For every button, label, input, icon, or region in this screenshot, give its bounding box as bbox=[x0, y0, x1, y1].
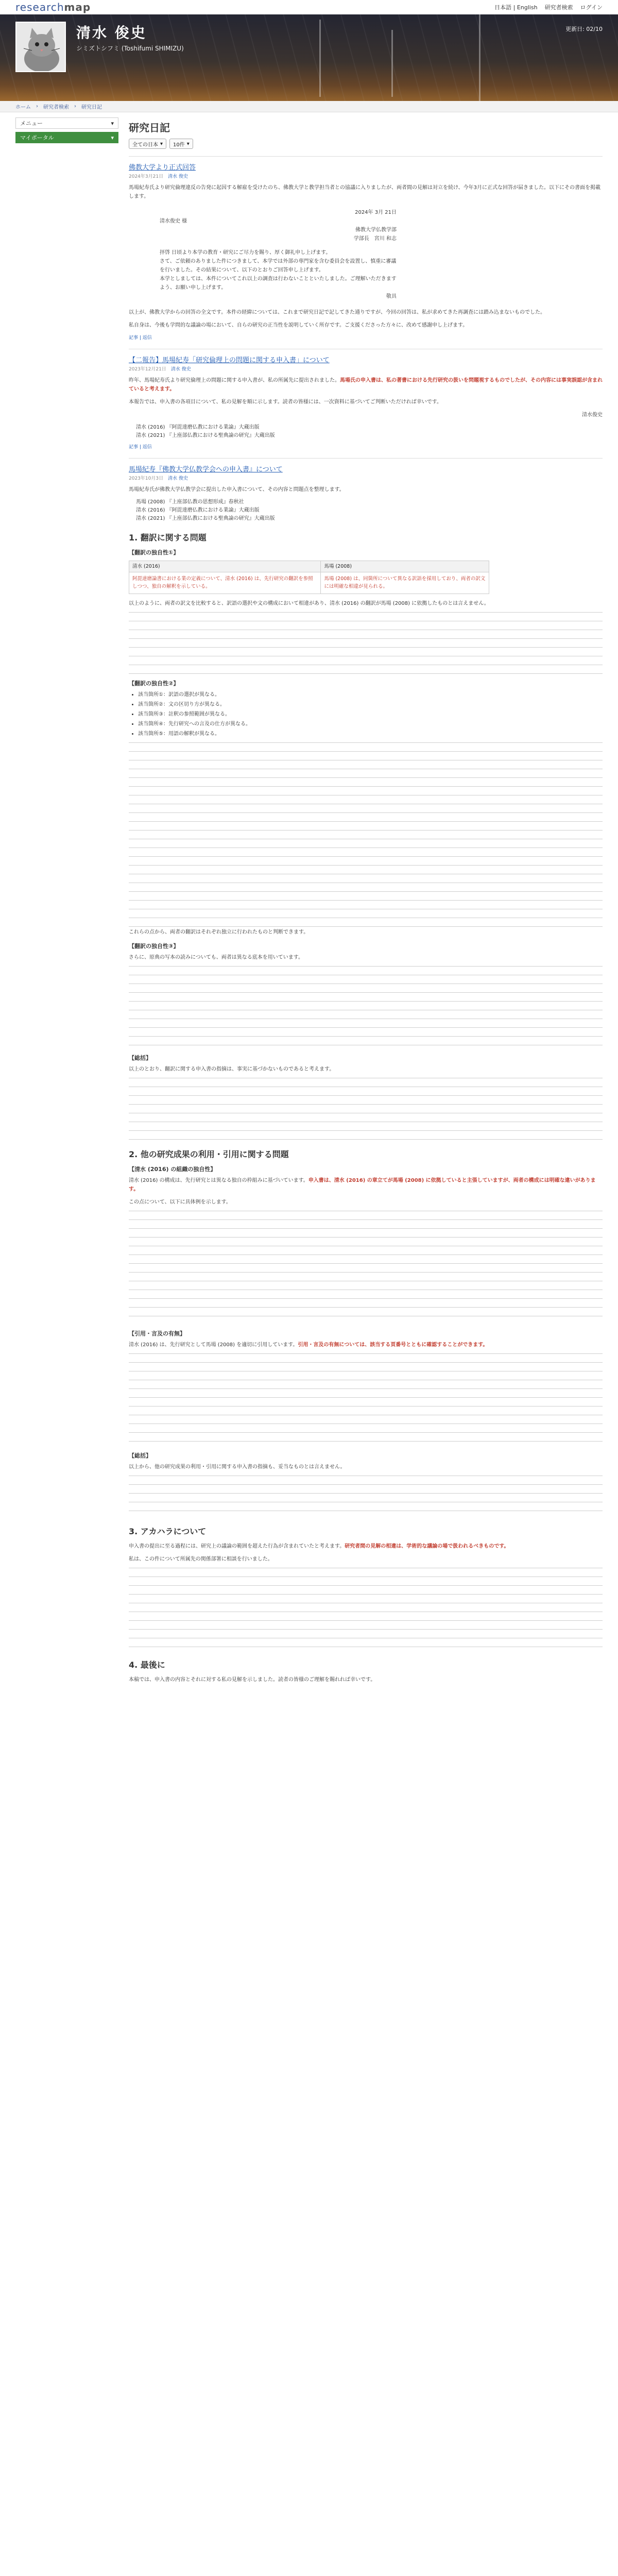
subsection-heading: 【清水 (2016) の組織の独自性】 bbox=[129, 1165, 216, 1173]
text-block bbox=[129, 742, 603, 928]
entry-paragraph: 申入書の提出に至る過程には、研究上の議論の範囲を超えた行為が含まれていたと考えます。研究者間の見解の相違は、学術的な議論の場で扱われるべきものです。 bbox=[129, 1543, 509, 1549]
top-links bbox=[494, 3, 603, 11]
language-switch-link[interactable]: 日本語 | English bbox=[494, 4, 538, 11]
entry-paragraph: 昨年、馬場紀寿氏より研究倫理上の問題に関する申入書が、私の所属先に提出されました。馬場氏の申入書は、私の著書における先行研究の扱いを問題視するものでしたが、その内容には事実誤認が含まれていると考えます。 bbox=[129, 378, 603, 392]
entry-paragraph: 以上のように、両者の訳文を比較すると、訳語の選択や文の構成において相違があり、清水 (2016) の翻訳が馬場 (2008) に依拠したものとは言えません。 bbox=[129, 600, 489, 606]
background-crane bbox=[479, 14, 480, 101]
entry-author[interactable]: 清水 俊史 bbox=[168, 174, 188, 179]
reference: 清水 (2021) 『上座部仏教における聖典論の研究』大蔵出版 bbox=[136, 516, 275, 521]
comparison-table bbox=[129, 561, 489, 594]
name-japanese: 清水 俊史 bbox=[76, 24, 147, 41]
sidebar-my-portal[interactable]: マイポータル ▾ bbox=[15, 132, 118, 143]
text-block bbox=[129, 966, 603, 1048]
top-bar bbox=[0, 0, 618, 14]
entry-paragraph: さらに、原典の写本の読みについても、両者は異なる底本を用いています。 bbox=[129, 954, 303, 960]
count-filter-select[interactable]: 10件 ▾ bbox=[169, 139, 193, 149]
entry-paragraph: 馬場紀寿氏が佛教大学仏教学会に提出した申入書について、その内容と問題点を整理します。 bbox=[129, 487, 345, 493]
breadcrumb-search[interactable]: 研究者検索 bbox=[43, 105, 69, 110]
reference: 馬場 (2008) 『上座部仏教の思想形成』春秋社 bbox=[136, 499, 244, 505]
entry-title[interactable]: 【二報告】馬場紀寿「研究倫理上の問題に関する申入書」について bbox=[129, 357, 330, 364]
login-link[interactable]: ログイン bbox=[580, 4, 603, 11]
chevron-down-icon: ▾ bbox=[160, 141, 163, 147]
breadcrumb-diary[interactable]: 研究日記 bbox=[81, 105, 102, 110]
chevron-down-icon: ▾ bbox=[111, 120, 114, 127]
subsection-heading: 【引用・言及の有無】 bbox=[129, 1330, 185, 1337]
profile-name bbox=[76, 22, 184, 53]
entry-paragraph: 清水 (2016) の構成は、先行研究とは異なる独自の枠組みに基づいています。申入書は、清水 (2016) の章立てが馬場 (2008) に依拠していると主張していますが、両者の構成には明確な違いがあります。 bbox=[129, 1177, 596, 1192]
text-block bbox=[129, 1568, 603, 1650]
chevron-down-icon: ▾ bbox=[111, 134, 114, 141]
entry-title[interactable]: 馬場紀寿『佛教大学仏教学会への申入書』について bbox=[129, 466, 283, 473]
reference: 清水 (2016) 『阿毘達磨仏教における業論』大蔵出版 bbox=[136, 507, 260, 513]
section-heading: 2. 他の研究成果の利用・引用に関する問題 bbox=[129, 1149, 289, 1159]
table-cell: 阿毘達磨論書における業の定義について、清水 (2016) は、先行研究の翻訳を参照しつつ、独自の解釈を示している。 bbox=[129, 572, 321, 594]
text-block bbox=[129, 1211, 603, 1324]
entry-paragraph: 以上のとおり、翻訳に関する申入書の指摘は、事実に基づかないものであると考えます。 bbox=[129, 1066, 335, 1072]
entry-title[interactable]: 佛教大学より正式回答 bbox=[129, 164, 196, 172]
sidebar bbox=[15, 117, 118, 1692]
entry-paragraph: 私は、この件について所属先の関係部署に相談を行いました。 bbox=[129, 1556, 273, 1562]
table-header: 清水 (2016) bbox=[129, 561, 321, 572]
background-crane bbox=[319, 20, 321, 97]
entry-paragraph: この点について、以下に具体例を示します。 bbox=[129, 1199, 231, 1205]
entry-paragraph: 馬場紀寿氏より研究倫理違反の告発に起因する解雇を受けたのち、佛教大学と教学担当者との協議に入りましたが、両者間の見解は対立を続け、今年3月に正式な回答が届きました。以下にその書面を掲載します。 bbox=[129, 185, 600, 199]
cat-avatar-icon bbox=[16, 23, 66, 72]
diary-entry bbox=[129, 156, 603, 341]
list-item: • 該当箇所③：註釈の参照範囲が異なる。 bbox=[138, 710, 603, 719]
avatar bbox=[15, 22, 66, 72]
filter-bar bbox=[129, 139, 603, 149]
section-heading: 4. 最後に bbox=[129, 1659, 165, 1670]
list-item: • 該当箇所④：先行研究への言及の仕方が異なる。 bbox=[138, 720, 603, 728]
bullet-list bbox=[138, 690, 603, 738]
entry-signature: 清水俊史 bbox=[582, 412, 603, 418]
entry-links[interactable]: 記事 | 返信 bbox=[129, 445, 152, 450]
subsection-heading: 【翻訳の独自性③】 bbox=[129, 942, 179, 950]
chevron-down-icon: ▾ bbox=[186, 141, 190, 147]
entry-paragraph: 本稿では、申入書の内容とそれに対する私の見解を示しました。読者の皆様のご理解を賜れれば幸いです。 bbox=[129, 1676, 376, 1683]
year-filter-select[interactable]: 全ての日本 ▾ bbox=[129, 139, 166, 149]
reference: 清水 (2016) 『阿毘達磨仏教における業論』大蔵出版 bbox=[136, 425, 260, 430]
section-heading: 1. 翻訳に関する問題 bbox=[129, 533, 207, 543]
entry-paragraph: 私自身は、今後も学問的な議論の場において、自らの研究の正当性を説明していく所存です。ご支援くださった方々に、改めて感謝申し上げます。 bbox=[129, 323, 468, 328]
name-english: シミズトシフミ (Toshifumi SHIMIZU) bbox=[76, 45, 184, 52]
entry-meta: 2023年12月21日 清水 俊史 bbox=[129, 367, 191, 372]
breadcrumb-home[interactable]: ホーム bbox=[15, 105, 31, 110]
page-title: 研究日記 bbox=[129, 122, 170, 134]
text-block bbox=[129, 1353, 603, 1446]
entry-author[interactable]: 清水 俊史 bbox=[168, 476, 188, 481]
entry-paragraph: 清水 (2016) は、先行研究として馬場 (2008) を適切に引用しています。引用・言及の有無については、該当する頁番号とともに確認することができます。 bbox=[129, 1342, 488, 1348]
subsection-heading: 【翻訳の独自性②】 bbox=[129, 680, 179, 687]
subsection-heading: 【総括】 bbox=[129, 1452, 151, 1459]
diary-entry bbox=[129, 349, 603, 450]
entry-links[interactable]: 記事 | 返信 bbox=[129, 335, 152, 341]
page-layout bbox=[0, 112, 618, 1692]
list-item: • 該当箇所⑤：用語の解釈が異なる。 bbox=[138, 730, 603, 738]
entry-meta: 2023年10月3日 清水 俊史 bbox=[129, 476, 188, 481]
list-item: • 該当箇所①：訳語の選択が異なる。 bbox=[138, 690, 603, 699]
researcher-search-link[interactable]: 研究者検索 bbox=[544, 4, 573, 11]
entry-paragraph: これらの点から、両者の翻訳はそれぞれ独立に行われたものと判断できます。 bbox=[129, 929, 309, 935]
sidebar-menu[interactable]: メニュー ▾ bbox=[15, 117, 118, 129]
background-crane bbox=[391, 30, 393, 97]
entry-meta: 2024年3月21日 清水 俊史 bbox=[129, 174, 188, 179]
diary-entry bbox=[129, 458, 603, 1684]
subsection-heading: 【翻訳の独自性①】 bbox=[129, 549, 179, 556]
updated-date: 更新日: 02/10 bbox=[565, 26, 603, 32]
entry-author[interactable]: 清水 俊史 bbox=[170, 367, 191, 372]
list-item: • 該当箇所②：文の区切り方が異なる。 bbox=[138, 700, 603, 709]
text-block bbox=[129, 1476, 603, 1517]
section-heading: 3. アカハラについて bbox=[129, 1526, 207, 1536]
main-content bbox=[129, 117, 603, 1692]
text-block bbox=[129, 1078, 603, 1140]
table-header: 馬場 (2008) bbox=[321, 561, 489, 572]
site-logo[interactable]: researchmap bbox=[15, 1, 91, 13]
entry-paragraph: 本報告では、申入書の各項目について、私の見解を順に示します。読者の皆様には、一次資料に基づいてご判断いただければ幸いです。 bbox=[129, 399, 442, 405]
reference: 清水 (2021) 『上座部仏教における聖典論の研究』大蔵出版 bbox=[136, 433, 275, 438]
official-letter: 2024年 3月 21日 清水俊史 様 佛教大学仏教学部 学部長 宮川 和志 拝啓 日頃より本学の教育・研究にご尽力を賜り、厚く御礼申し上げます。 さて、ご依頼のありました件につきまして、本学では外部の専門家を含む委員会を設置し、慎重に審議を行いました。その結果について、以下のとおりご回答申し上げます。 本学としましては、本件についてこれ以上の調査は行わないことといたしました。ご理解いただきますよう、お願い申し上げます。 敬具 bbox=[160, 210, 397, 299]
entry-paragraph: 以上が、佛教大学からの回答の全文です。本件の経緯については、これまで研究日記で記してきた通りですが、今回の回答は、私が求めてきた再調査には踏み込まないものでした。 bbox=[129, 310, 545, 315]
breadcrumb: ホーム › 研究者検索 › 研究日記 bbox=[0, 101, 618, 112]
profile-header bbox=[0, 14, 618, 101]
table-cell: 馬場 (2008) は、同箇所について異なる訳語を採用しており、両者の訳文には明確な相違が見られる。 bbox=[321, 572, 489, 594]
entry-paragraph: 以上から、他の研究成果の利用・引用に関する申入書の指摘も、妥当なものとは言えません。 bbox=[129, 1464, 346, 1470]
subsection-heading: 【総括】 bbox=[129, 1054, 151, 1061]
text-block bbox=[129, 612, 603, 674]
